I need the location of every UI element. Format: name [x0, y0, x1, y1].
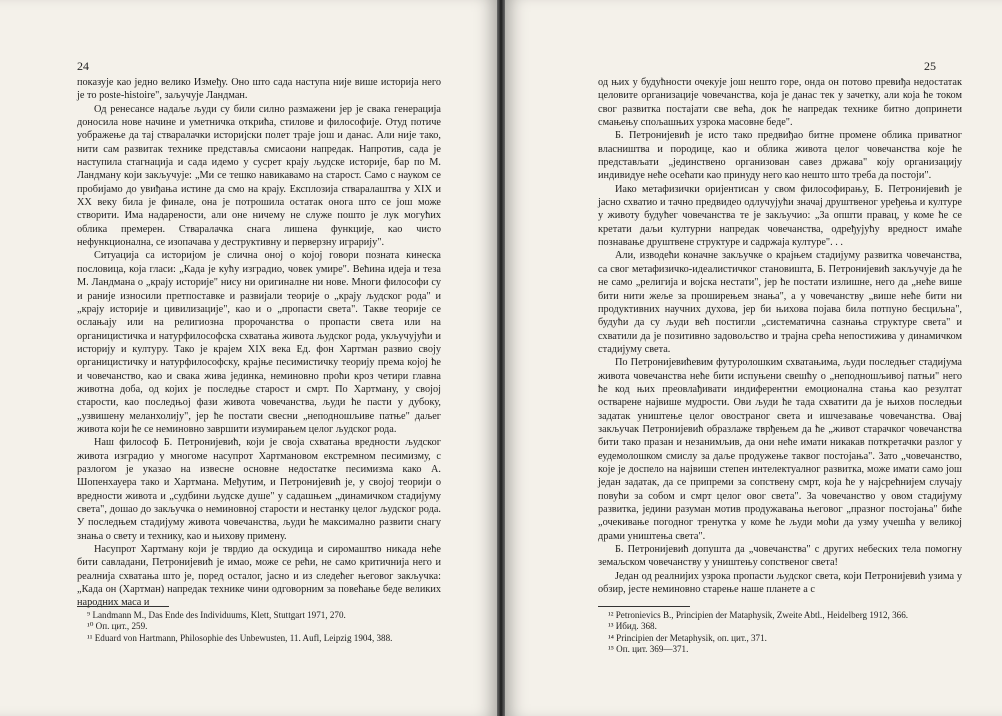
left-page	[0, 0, 497, 716]
footnote-rule	[598, 606, 690, 607]
paragraph: Наш философ Б. Петронијевић, који је своја схватања вредности људског живота изградио у многоме насупрот Хартмановом екстремном песимизму, с разлогом је указао на извесне основне недостатке песимизма како А. Шопенхауера тако и Хартмана. Међутим, и Петронијевић је, у својој теорији о вредности живота и „судбини људске душе" у садашњем „динамичком стадијуму света", дошао до закључка о неминовној старости и нестанку целог људског рода. У последњем стадијуму живота човечанства, људи ће максимално развити снагу знања о свету и технику, као и њихову примену.	[77, 437, 441, 542]
footnotes	[77, 606, 441, 644]
paragraph: показује као једно велико Између. Оно што сада наступа није више историја него је то poste-histoire", заључује Ландман.	[77, 77, 441, 102]
paragraph: Иако метафизички оријентисан у свом философирању, Б. Петронијевић је јасно схватио и тачно предвидео одлучујући значај друштвеног уређења и културе у животу будућег човечанства те је закључио: „За општи правац, у коме ће се кретати даљи културни напредак човечанства, одређујућу вредност имаће познавање друштвене структуре и садржаја културе". . .	[598, 183, 962, 249]
paragraph: Али, изводећи коначне закључке о крајњем стадијуму развитка човечанства, са свог метафизичко-идеалистичког становишта, Б. Петронијевић закључује да ће не само „религија и војска нестати", јер ће постати излишне, него да „неће више бити нити жеље за проширењем знања", а у човечанству „више неће бити ни продуктивних научних духова, јер би њихова појава била потпуно бесциљна", будући да су људи већ постигли „систематична сазнања структуре света" и схватили да је позитивно задовољство и трајна срећа непостижива у динамичком стадијуму света.	[598, 250, 962, 355]
footnotes	[598, 606, 962, 655]
footnote: ¹³ Ибид. 368.	[608, 621, 657, 632]
footnote-rule	[77, 606, 169, 607]
page-number: 25	[924, 59, 936, 73]
paragraph: Б. Петронијевић је исто тако предвиђао битне промене облика приватног власништва и породице, као и облика живота целог човечанства које ће представљати „јединствено организован савез држава" коју организацију индивидуе неће осећати као принуду него као нешто што треба да постоји".	[598, 130, 962, 182]
footnote: ¹¹ Eduard von Hartmann, Philosophie des Unbewusten, 11. Aufl, Leipzig 1904, 388.	[87, 632, 393, 643]
paragraph: Ситуација са историјом је слична оној о којој говори позната кинеска пословица, која гласи: „Када је кућу изградио, човек умире". Већина идеја и теза М. Ландмана о „крају историје" нису ни оригиналне ни нове. Многи философи су и раније износили претпоставке и развијали теорије о „крају људског рода" и „крају историје и цивилизације", као и о „пропасти света". Такве теорије се ослањају или на религиозна пророчанства о пропасти света или на органицистичка и натурфилософска схватања живота људског рода, укључујући и историју и културу. Тако је крајем XIX века Ед. фон Хартман развио своју органицистичку и натурфилософску, крајње песимистичку теорију према којој ће и човечанство, као и свака жива јединка, неминовно проћи кроз четири главна животна доба, од којих је последње старост и смрт. По Хартману, у својој старости, као последњој фази живота човечанства, људи ће пасти у дубоку, „узвишену меланхолију", јер ће постати свесни „неподношљиве патње" даљег живота који ће се неминовно завршити изумирањем целог људског рода.	[77, 250, 441, 435]
paragraph: Насупрот Хартману који је тврдио да оскудица и сиромаштво никада неће бити савладани, Петронијевић је имао, може се рећи, не само критичнија него и реалнија схватања што је, поред осталог, јасно и из следећег његовог закључка: „Када он (Хартман) напредак технике чини одговорним за повећање беде великих народних маса и	[77, 544, 441, 609]
paragraph: Један од реалнијих узрока пропасти људског света, који Петронијевић узима у обзир, јесте неминовно старење наше планете а с	[598, 570, 962, 596]
main-text	[598, 76, 962, 596]
footnote: ¹⁰ Оп. цит., 259.	[87, 621, 148, 632]
book-gutter	[497, 0, 505, 716]
paragraph: од њих у будућности очекује још нешто горе, онда он потово превиђа недостатак целовите организације човечанства, која је данас тек у зачетку, али која ће током свог развитка постајати све већа, док ће напредак технике битно допринети смањењу спољашњих узрока масовне беде".	[598, 77, 962, 129]
right-page	[505, 0, 1002, 716]
main-text	[77, 76, 441, 610]
footnote: ⁹ Landmann M., Das Ende des Individuums, Klett, Stuttgart 1971, 270.	[87, 610, 346, 620]
paragraph: По Петронијевићевим футуролошким схватањима, људи последњег стадијума живота човечанства неће бити испуњени свешћу о „неподношљивој патњи" него ће код њих преовлађивати индиферентни емоционална стања као резултат остварене највише мудрости. Ови људи ће тада схватити да је њихов последњи задатак уништење целог овостраног света и ишчезавање човечанства. Овај закључак Петронијевић образлаже тврђењем да ће „живот старачког човечанства бити тако празан и незанимљив, да они неће имати никакав поткретачки разлог у еудемолошком смислу за даље продужење таквог постојања". Зато „човечанство, које је доспело на највиши степен интелектуалног развитка, може имати само још један задатак, да се припреми за сопствену смрт, која ће у најсрећнијем случају повући за собом и смрт целог овог света". За човечанство у овом стадијуму развитка, једини разуман мотив продужавања његовог „празног постојања" биће „очекивање погодног тренутка у коме ће људи моћи да узму учешћа у великој драми уништења света".	[598, 357, 962, 542]
page-number: 24	[77, 59, 89, 73]
paragraph: Од ренесансе надаље људи су били силно размажени јер је свака генерација доносила нове начине и уметничка открића, стилове и философије. Отуд потиче уображење да тај стваралачки историјски полет траје још и данас. Али није тако, нити сам развитак технике представља смисаони напредак. Напротив, сада је наступила стагнација и сада идемо у сусрет крају људске историје, бар по М. Ландману који закључује: „Ми се тешко навикавамо на старост. Само с науком се пробијамо до увиђања истине да смо на крају. Експлозија стваралаштва у XIX и XX веку била је финале, она је потрошила остатак онога што се још може створити. Има надарености, али оне ничему не служе пошто је лук могућих облика премерен. Стваралачка снага лишена функције, као чисто нефункционална, се изопачава у деструктивну и перверзну играрију".	[77, 103, 441, 249]
footnote: ¹⁴ Principien der Metaphysik, оп. цит., 371.	[608, 632, 767, 643]
footnote: ¹⁵ Оп. цит. 369—371.	[608, 643, 689, 654]
footnote: ¹² Petronievics B., Principien der Mataphysik, Zweite Abtl., Heidelberg 1912, 366.	[608, 610, 909, 620]
paragraph: Б. Петронијевић допушта да „човечанства" с других небеских тела помогну земаљском човечанству у уништењу сопственог света!	[598, 544, 962, 569]
